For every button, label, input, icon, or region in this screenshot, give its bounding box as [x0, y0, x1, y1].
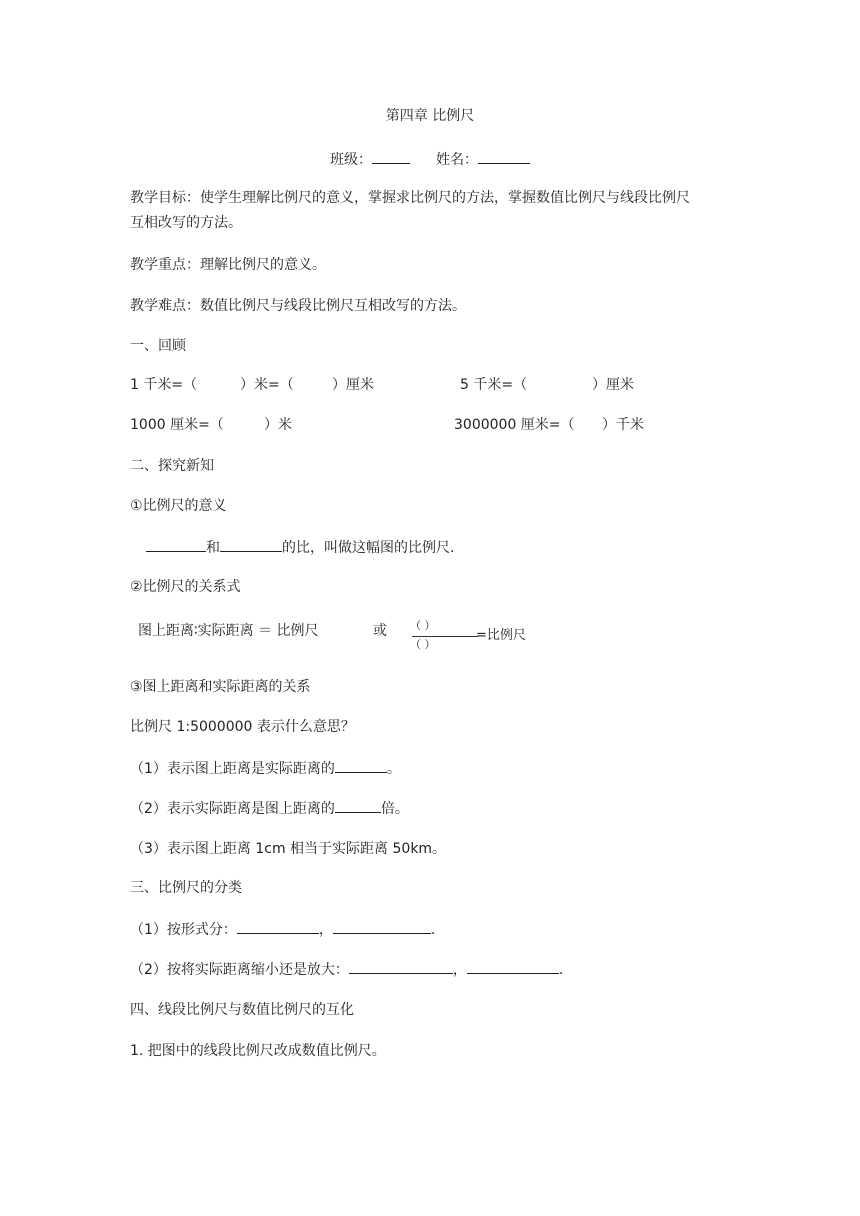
q1-text: （1）表示图上距离是实际距离的	[130, 761, 335, 777]
c2-comma: ，	[452, 962, 467, 978]
classify-item-2	[130, 959, 563, 980]
c2-end: .	[558, 962, 564, 978]
fraction-bar	[412, 636, 478, 637]
review-b1: 5 千米=（	[460, 377, 528, 393]
sub-relation-heading: ③图上距离和实际距离的关系	[130, 679, 311, 695]
meaning-tail: 的比，叫做这幅图的比例尺.	[282, 540, 455, 556]
q2-end: 倍。	[380, 801, 409, 817]
difficulty: 教学难点：数值比例尺与线段比例尺互相改写的方法。	[130, 298, 466, 314]
formula-or: 或	[373, 623, 387, 639]
q1-end: 。	[386, 761, 401, 777]
name-field	[436, 149, 530, 170]
task-1: 1. 把图中的线段比例尺改成数值比例尺。	[130, 1043, 386, 1059]
question: 比例尺 1:5000000 表示什么意思？	[130, 719, 355, 735]
meaning-item-1	[130, 758, 401, 779]
section-classify-heading: 三、比例尺的分类	[130, 880, 242, 896]
class-blank[interactable]	[372, 149, 410, 164]
c2-blank-2[interactable]	[467, 959, 559, 974]
meaning-blank-2[interactable]	[220, 537, 282, 552]
formula-fraction	[410, 620, 550, 656]
class-label: 班级：	[330, 152, 372, 168]
q2-text: （2）表示实际距离是图上距离的	[130, 801, 335, 817]
c1-blank-2[interactable]	[333, 919, 431, 934]
q2-blank[interactable]	[335, 798, 381, 813]
meaning-sentence	[146, 537, 454, 558]
name-blank[interactable]	[478, 149, 530, 164]
fraction-result: =比例尺	[476, 628, 526, 643]
page-title: 第四章 比例尺	[385, 108, 475, 124]
name-label: 姓名：	[436, 152, 478, 168]
meaning-and: 和	[206, 540, 220, 556]
review-a2: ）米=（	[240, 377, 294, 393]
meaning-item-3: （3）表示图上距离 1cm 相当于实际距离 50km。	[130, 841, 447, 857]
sub-formula-heading: ②比例尺的关系式	[130, 579, 241, 595]
review-d2: ）千米	[602, 417, 644, 433]
c2-blank-1[interactable]	[349, 959, 453, 974]
meaning-item-2	[130, 798, 409, 819]
section-explore-heading: 二、探究新知	[130, 458, 214, 474]
section-conversion-heading: 四、线段比例尺与数值比例尺的互化	[130, 1002, 354, 1018]
c1-blank-1[interactable]	[237, 919, 319, 934]
review-d1: 3000000 厘米=（	[454, 417, 575, 433]
classify-item-1	[130, 919, 435, 940]
q1-blank[interactable]	[335, 758, 387, 773]
review-c1: 1000 厘米=（	[130, 417, 224, 433]
review-a3: ）厘米	[332, 377, 374, 393]
key-point: 教学重点：理解比例尺的意义。	[130, 257, 326, 273]
fraction-denominator[interactable]: （ ）	[410, 638, 436, 651]
fraction-numerator[interactable]: （ ）	[410, 619, 436, 632]
review-c2: ）米	[264, 417, 292, 433]
c2-text: （2）按将实际距离缩小还是放大：	[130, 962, 349, 978]
formula-text: 图上距离∶实际距离 ＝ 比例尺	[138, 623, 319, 639]
c1-end: .	[430, 922, 436, 938]
c1-text: （1）按形式分：	[130, 922, 237, 938]
class-field	[330, 149, 410, 170]
review-b2: ）厘米	[592, 377, 634, 393]
review-a1: 1 千米=（	[130, 377, 198, 393]
objective-line-1: 教学目标：使学生理解比例尺的意义，掌握求比例尺的方法，掌握数值比例尺与线段比例尺	[130, 190, 690, 206]
objective-line-2: 互相改写的方法。	[130, 215, 242, 231]
c1-comma: ，	[318, 922, 333, 938]
section-review-heading: 一、回顾	[130, 338, 186, 354]
meaning-blank-1[interactable]	[146, 537, 206, 552]
sub-meaning-heading: ①比例尺的意义	[130, 498, 227, 514]
